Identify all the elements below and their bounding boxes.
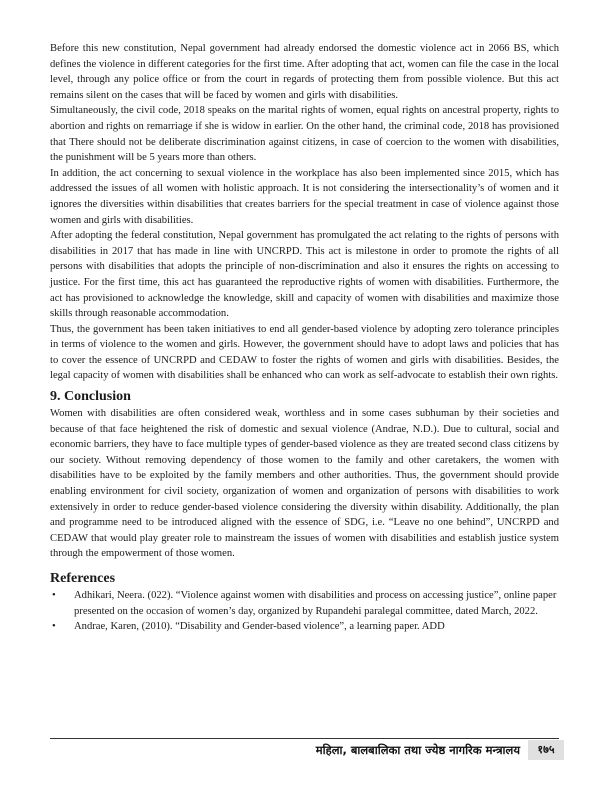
- reference-text: Adhikari, Neera. (022). “Violence against women with disabilities and process on accessing justice”, online paper presented on the occasion of women’s day, organized by Rupandehi paralegal committee, dated March, 2022.: [74, 590, 557, 617]
- paragraph-workplace-act: In addition, the act concerning to sexual violence in the workplace has also been implemented since 2015, which has addressed the issues of all women with holistic approach. It is not considering the intersectionality’s of women and it ignores the diversities within disabilities that creates barriers for the special treatment in case of violence against those women and girls with disabilities.: [50, 167, 559, 226]
- paragraph-disabilities-act: After adopting the federal constitution, Nepal government has promulgated the act relating to the rights of persons with disabilities in 2017 that has made in line with UNCRPD. This act is milestone in order to promote the rights of all persons with disabilities that adopts the principle of non-discrimination and also it ensures the rights on accessing to justice. For the first time, this act has guaranteed the reproductive rights of women with disabilities. Furthermore, the act has provisioned to acknowledge the knowledge, skill and capacity of women with disabilities and maximize those skills through reasonable accommodation.: [50, 230, 559, 320]
- bullet-icon: •: [52, 590, 56, 601]
- references-list: [50, 588, 559, 635]
- footer-ministry-name: महिला, बालबालिका तथा ज्येष्ठ नागरिक मन्त्रालय: [315, 743, 520, 757]
- reference-item: [50, 619, 559, 635]
- document-body: [50, 41, 559, 635]
- reference-text: Andrae, Karen, (2010). “Disability and Gender-based violence”, a learning paper. ADD: [74, 621, 445, 633]
- paragraph-domestic-violence-act: Before this new constitution, Nepal government had already endorsed the domestic violence act in 2066 BS, which defines the violence in different categories for the first time. After adopting that act, women can file the case in the local level, through any police office or from the court in regards of protecting them from possible violence. But this act remains silent on the cases that will be faced by women and girls with disabilities.: [50, 43, 559, 101]
- footer-divider: [50, 738, 559, 739]
- paragraph-civil-code: Simultaneously, the civil code, 2018 speaks on the marital rights of women, equal rights on ancestral property, rights to abortion and rights on remarriage if she is widow in earlier. On the other hand, the criminal code, 2018 has provisioned that There should not be deliberate discrimination against citizens, in case of coercion to the women with disabilities, the punishment will be 5 years more than others.: [50, 105, 559, 164]
- reference-item: [50, 588, 559, 619]
- conclusion-heading: 9. Conclusion: [50, 389, 131, 405]
- references-heading: References: [50, 571, 116, 586]
- conclusion-paragraph: Women with disabilities are often considered weak, worthless and in some cases subhuman by their societies and because of that face heightened the risk of domestic and sexual violence (Andrae, N.D.). Due to cultural, social and economic barriers, they have to face multiple types of gender-based violence as they are treated second class citizens by our society. Without removing dependency of those women to the family and other caretakers, the women with disabilities have to be exploited by the family members and other authorities. Thus, the government should provide enabling environment for civil society, organization of women and organization of persons with disabilities to work extensively in order to reduce gender-based violence considering the diversity within disability. Additionally, the plan and programme need to be introduced aligned with the essence of SDG, i.e. “Leave no one behind”, UNCRPD and CEDAW that would play greater role to mainstream the issues of women with disabilities and establish justice system through the empowerment of those women.: [50, 408, 559, 560]
- bullet-icon: •: [52, 621, 56, 633]
- paragraph-government-initiatives: Thus, the government has been taken initiatives to end all gender-based violence by adopting zero tolerance principles in terms of violence to the women and girls. However, the government should have to adopt laws and policies that has to cover the essence of UNCRPD and CEDAW to foster the rights of women and girls with disabilities. Besides, the legal capacity of women with disabilities shall be enhanced who can work as self-advocate to establish their own rights.: [50, 323, 559, 382]
- page-number: १७५: [528, 740, 564, 760]
